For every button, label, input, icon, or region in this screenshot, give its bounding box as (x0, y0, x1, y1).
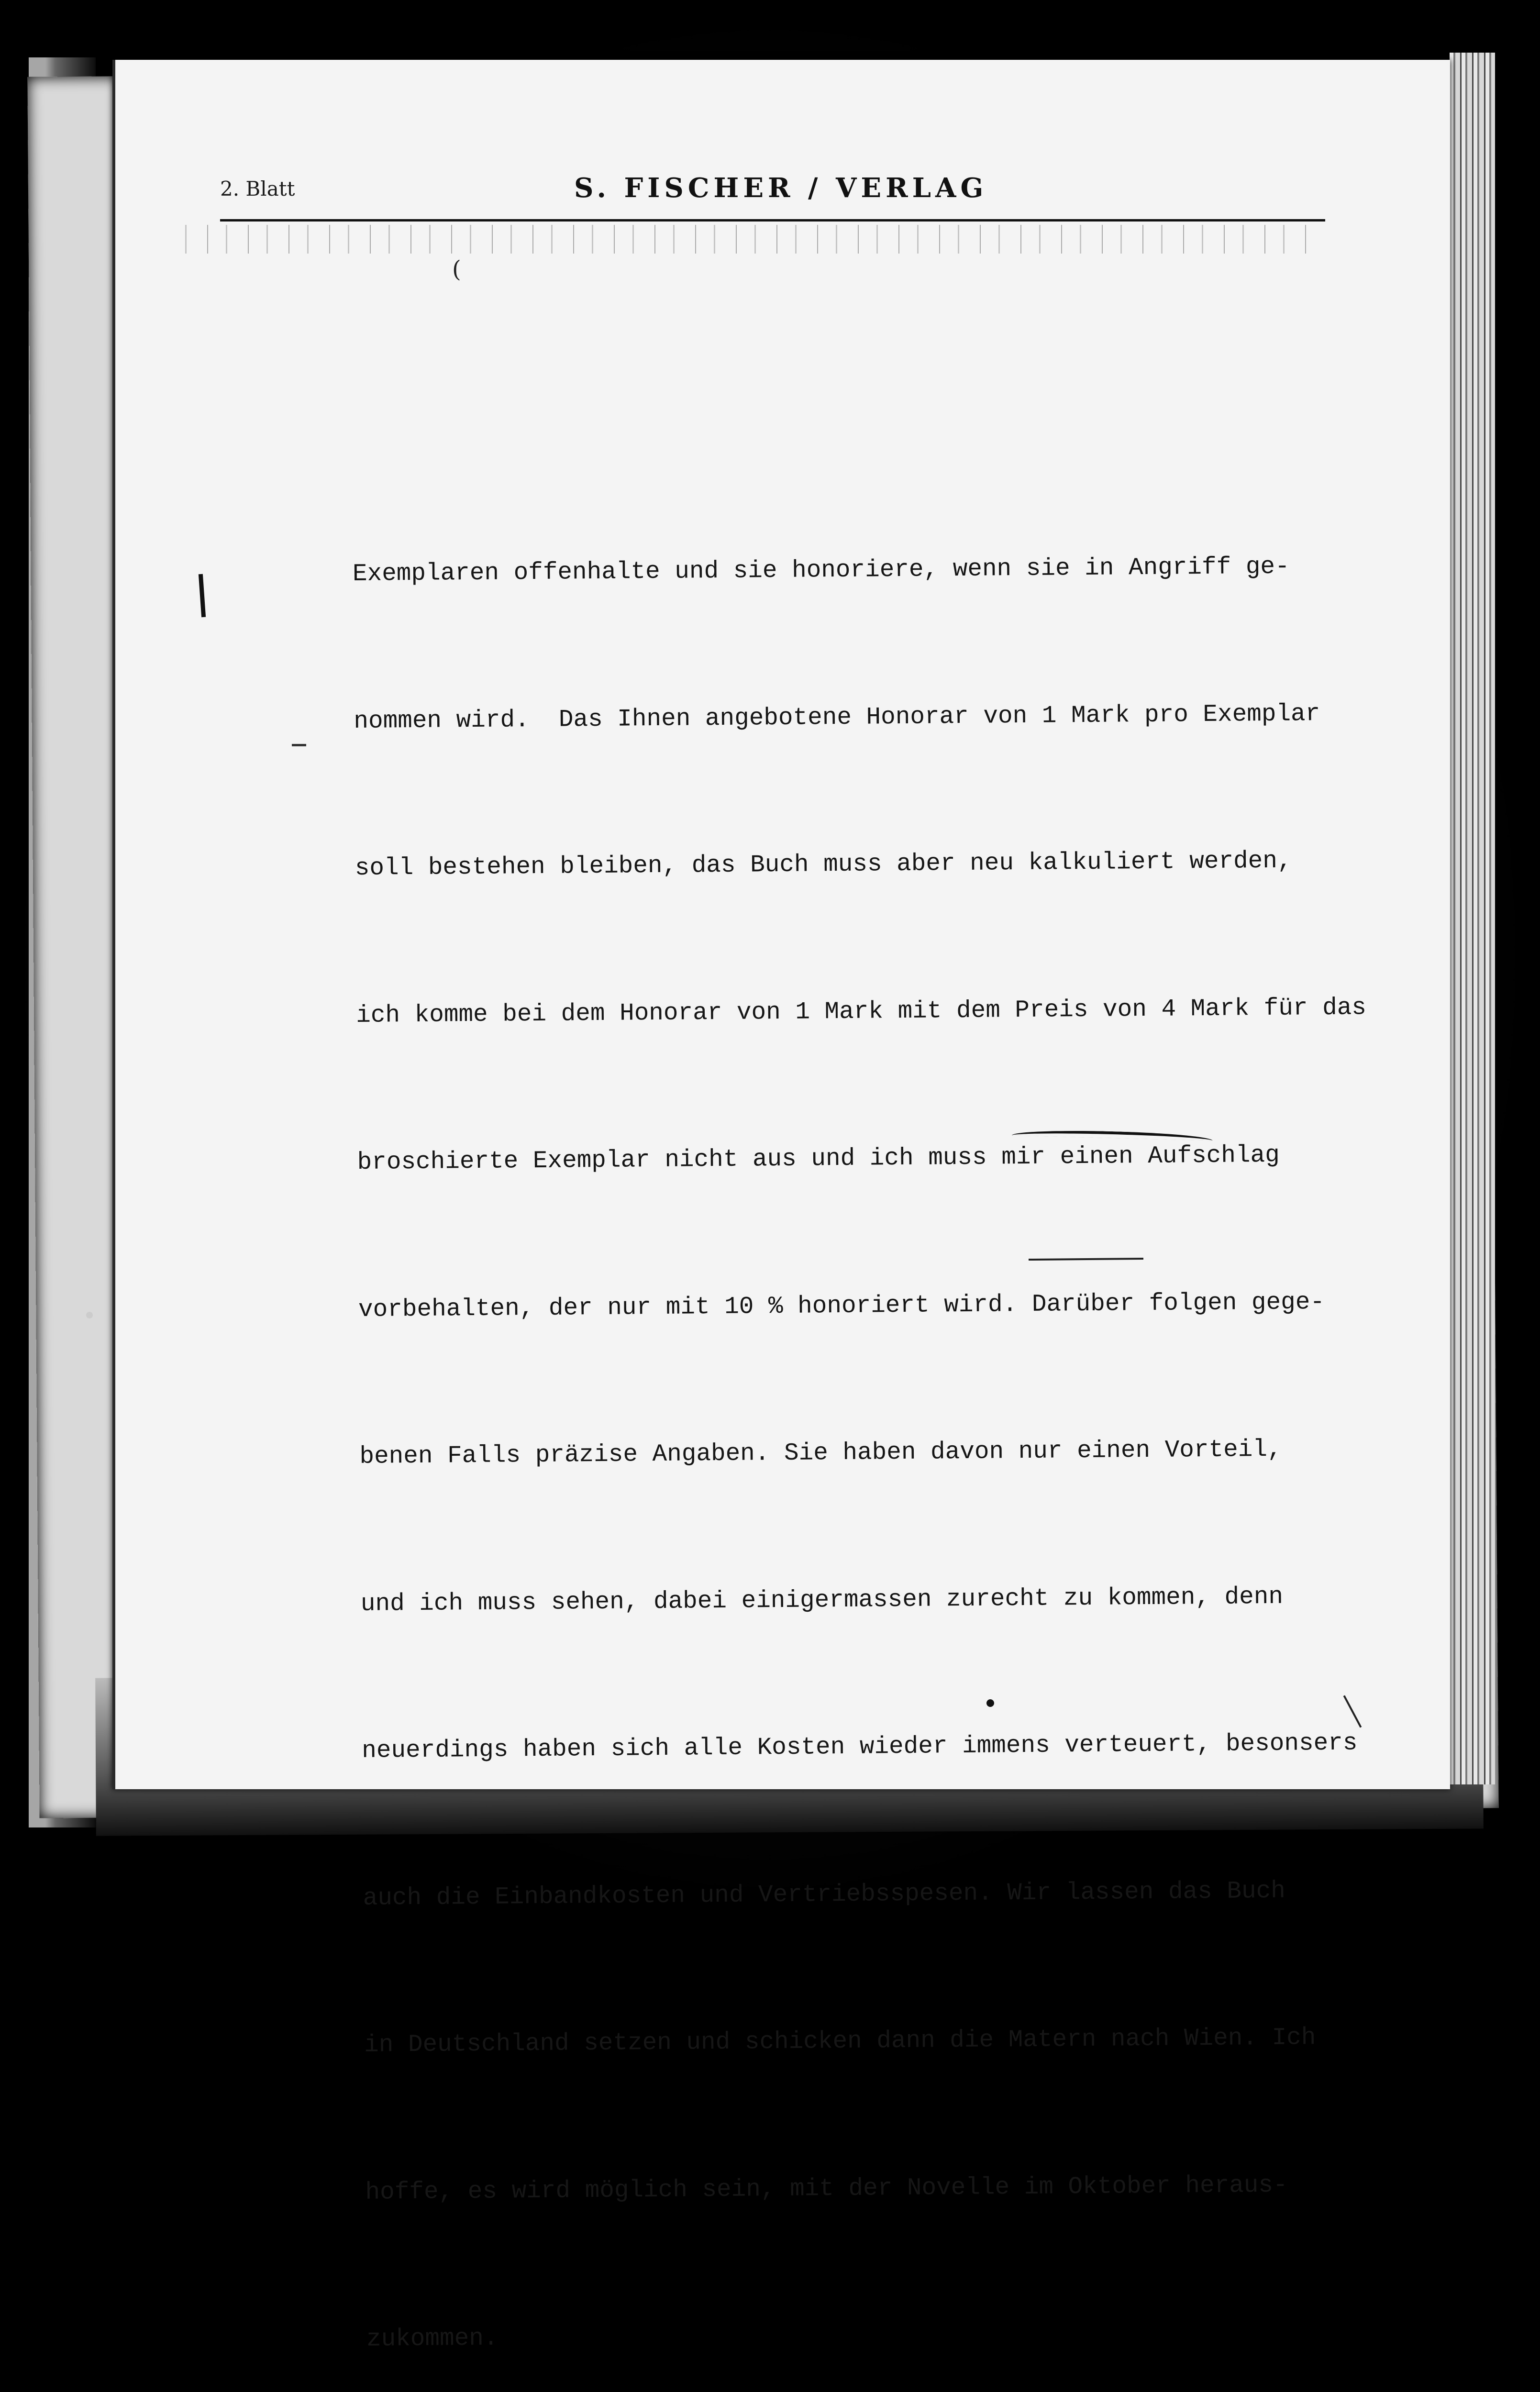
body-line: neuerdings haben sich alle Kosten wieder immens verteuert, besonsers (362, 1729, 1358, 1765)
body-line: nommen wird. Das Ihnen angebotene Honorar von 1 Mark pro Exemplar (354, 700, 1320, 735)
ink-dot-mark (986, 1699, 994, 1707)
body-line: soll bestehen bleiben, das Buch muss aber neu kalkuliert werden, (355, 847, 1292, 882)
body-line: broschierte Exemplar nicht aus und ich muss mir einen Aufschlag (357, 1141, 1280, 1176)
company-name: S. FISCHER / VERLAG (574, 172, 988, 204)
margin-dash-mark (292, 744, 306, 746)
punch-hole-mark (86, 1312, 93, 1318)
sheet-number: 2. Blatt (220, 177, 295, 200)
letter-body (352, 443, 1480, 2392)
body-line: benen Falls präzise Angaben. Sie haben davon nur einen Vorteil, (359, 1436, 1282, 1471)
body-line: ich komme bei dem Honorar von 1 Mark mit dem Preis von 4 Mark für das (356, 994, 1367, 1030)
body-line: vorbehalten, der nur mit 10 % honoriert wird. Darüber folgen gege- (358, 1288, 1325, 1324)
stray-paren-mark: ( (452, 256, 461, 283)
body-line: in Deutschland setzen und schicken dann die Matern nach Wien. Ich (364, 2024, 1316, 2059)
body-line: zukommen. (366, 2325, 499, 2353)
ruler-tick-marks (167, 225, 1316, 254)
body-line: und ich muss sehen, dabei einigermassen zurecht zu kommen, denn (360, 1583, 1284, 1618)
body-line: Exemplaren offenhalte und sie honoriere, wenn sie in Angriff ge- (352, 553, 1290, 588)
body-line: auch die Einbandkosten und Vertriebsspesen. Wir lassen das Buch (363, 1877, 1286, 1912)
body-line: hoffe, es wird möglich sein, mit der Novelle im Oktober heraus- (365, 2171, 1288, 2206)
letterhead-rule (220, 219, 1325, 221)
letterhead (220, 172, 1325, 206)
